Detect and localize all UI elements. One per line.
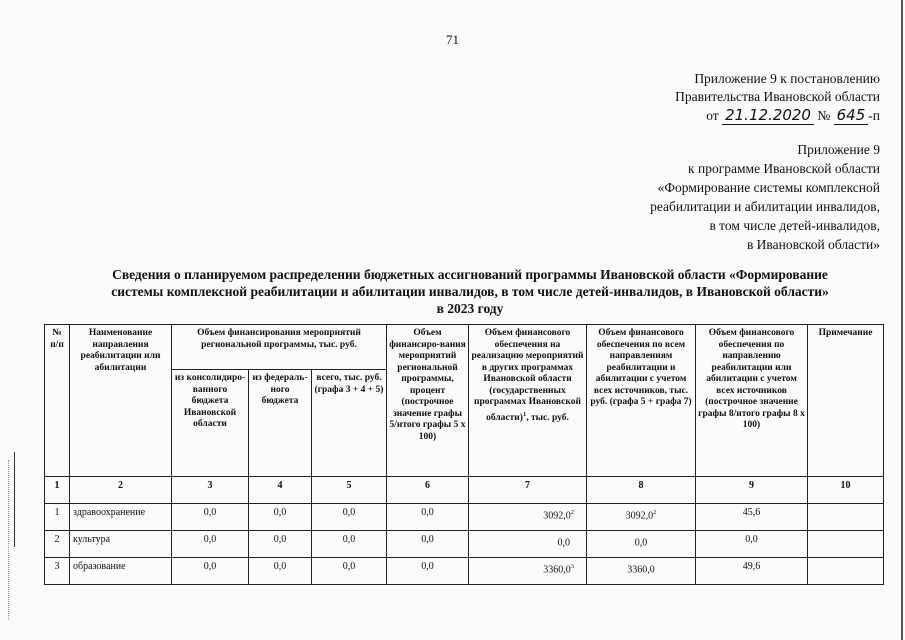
header-total: всего, тыс. руб. (графа 3 + 4 + 5) [312, 370, 387, 477]
cell-total: 0,0 [312, 504, 387, 531]
cell-percent: 0,0 [387, 558, 469, 585]
number-prefix: № [817, 108, 831, 123]
title-line: в 2023 году [436, 301, 504, 316]
program-appendix-line: в том числе детей-инвалидов, [709, 218, 880, 233]
program-appendix-line: реабилитации и абилитации инвалидов, [650, 199, 880, 214]
cell-federal: 0,0 [249, 504, 312, 531]
row-name: культура [70, 531, 172, 558]
scan-margin-dots [8, 460, 10, 620]
cell-value: 3360,0 [627, 564, 655, 576]
resolution-date-line [675, 106, 880, 125]
footnote-mark: 2 [653, 509, 657, 516]
header-from-consolidated: из консолидиро-ванного бюджета Ивановской области [172, 370, 249, 477]
cell-total: 0,0 [312, 558, 387, 585]
cell-all-sources-percent: 45,6 [696, 504, 808, 531]
program-appendix-line: к программе Ивановской области [688, 161, 880, 176]
cell-value: 3092,0 [543, 510, 571, 522]
cell-value: 0,0 [557, 537, 570, 549]
cell-value: 3092,0 [625, 510, 654, 522]
header-other-programs [469, 325, 587, 477]
column-number: 4 [249, 477, 312, 504]
title-line: Сведения о планируемом распределении бюджетных ассигнований программы Ивановской области «Формирование [112, 267, 828, 282]
title-line: системы комплексной реабилитации и абилитации инвалидов, в том числе детей-инвалидов, в Ивановской области» [111, 284, 829, 299]
resolution-appendix-line1: Приложение 9 к постановлению [694, 71, 880, 86]
column-number-row [45, 477, 884, 504]
cell-percent: 0,0 [387, 504, 469, 531]
row-num: 3 [45, 558, 70, 585]
cell-consolidated: 0,0 [172, 558, 249, 585]
table-row [45, 558, 884, 585]
cell-value: 3360,0 [543, 564, 571, 576]
column-number: 9 [696, 477, 808, 504]
cell-value: 0,0 [634, 537, 648, 549]
header-other-programs-unit: , тыс. руб. [526, 412, 569, 423]
cell-all-sources-percent: 49,6 [696, 558, 808, 585]
program-appendix-line: Приложение 9 [797, 142, 880, 157]
program-appendix-line: в Ивановской области» [746, 237, 880, 252]
column-number: 7 [469, 477, 587, 504]
footnote-mark: 3 [570, 563, 574, 570]
cell-federal: 0,0 [249, 531, 312, 558]
header-name: Наименование направления реабилитации или абилитации [70, 325, 172, 477]
column-number: 5 [312, 477, 387, 504]
cell-note [808, 531, 884, 558]
row-name: образование [70, 558, 172, 585]
column-number: 3 [172, 477, 249, 504]
table-row [45, 531, 884, 558]
cell-all-sources [587, 558, 696, 585]
header-num: № п/п [45, 325, 70, 477]
cell-percent: 0,0 [387, 531, 469, 558]
row-name: здравоохранение [70, 504, 172, 531]
cell-total: 0,0 [312, 531, 387, 558]
cell-all-sources [587, 504, 696, 531]
cell-note [808, 558, 884, 585]
scan-margin-line [14, 452, 15, 547]
program-appendix-block [650, 140, 880, 254]
header-other-programs-text: Объем финансового обеспечения на реализацию мероприятий в других программах Ивановской области (государственных программах Ивановской области) [471, 328, 584, 423]
column-number: 8 [587, 477, 696, 504]
page-number: 71 [446, 32, 459, 47]
table-row [45, 504, 884, 531]
header-all-sources: Объем финансового обеспечения по всем направлениям реабилитации и абилитации с учетом всех источников, тыс. руб. (графа 5 + графа 7) [587, 325, 696, 477]
footnote-mark: 2 [570, 509, 574, 516]
footnote-mark: 1 [522, 410, 527, 418]
cell-consolidated: 0,0 [172, 504, 249, 531]
header-funding-group: Объем финансирования мероприятий региональной программы, тыс. руб. [172, 325, 387, 370]
date-prefix: от [706, 108, 719, 123]
number-suffix: -п [868, 108, 880, 123]
resolution-date: 21.12.2020 [722, 106, 814, 125]
cell-all-sources-percent: 0,0 [696, 531, 808, 558]
resolution-appendix-line2: Правительства Ивановской области [675, 89, 880, 104]
resolution-number: 645 [834, 106, 869, 125]
header-from-federal: из федераль-ного бюджета [249, 370, 312, 477]
column-number: 2 [70, 477, 172, 504]
resolution-appendix-block [675, 70, 880, 125]
column-number: 10 [808, 477, 884, 504]
cell-federal: 0,0 [249, 558, 312, 585]
program-appendix-line: «Формирование системы комплексной [657, 180, 880, 195]
scan-edge-line [901, 0, 903, 640]
row-num: 2 [45, 531, 70, 558]
cell-all-sources [587, 531, 696, 558]
header-note: Примечание [808, 325, 884, 477]
column-number: 6 [387, 477, 469, 504]
cell-other-programs [469, 558, 587, 585]
header-all-sources-percent: Объем финансового обеспечения по направлению реабилитации или абилитации с учетом всех источников (построчное значение графы 8/итого графы 8 x 100) [696, 325, 808, 477]
cell-other-programs [469, 531, 587, 558]
cell-note [808, 504, 884, 531]
cell-other-programs [469, 504, 587, 531]
row-num: 1 [45, 504, 70, 531]
header-percent: Объем финансиро-вания мероприятий региональной программы, процент (построчное значение графы 5/итого графы 5 x 100) [387, 325, 469, 477]
budget-allocation-table [44, 324, 884, 585]
cell-consolidated: 0,0 [172, 531, 249, 558]
column-number: 1 [45, 477, 70, 504]
document-title [60, 266, 880, 317]
